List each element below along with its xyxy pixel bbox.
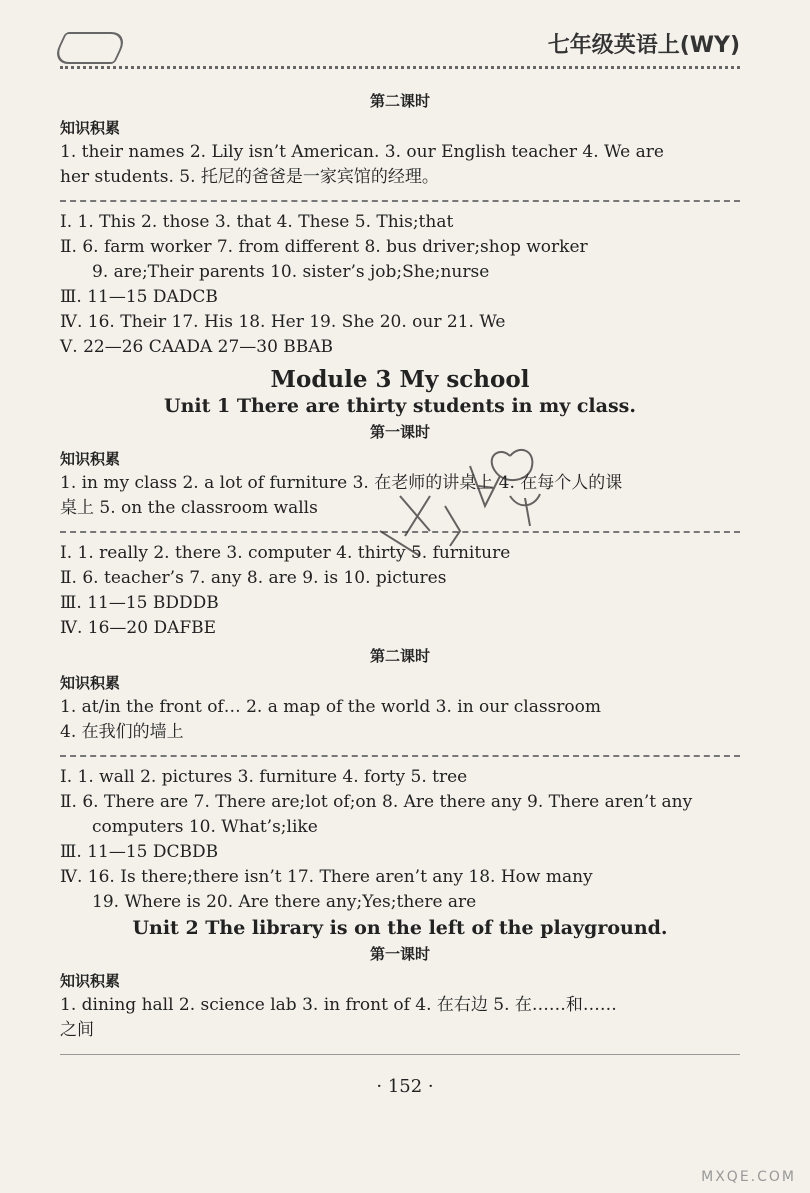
- answer-content: [60, 86, 740, 1043]
- unit-title: Unit 1 There are thirty students in my class.: [164, 395, 636, 417]
- lesson-title: 第一课时: [369, 945, 430, 963]
- header-title: 七年级英语上(WY): [547, 33, 740, 58]
- answer-line: Ⅲ. 11—15 DADCB: [60, 287, 218, 307]
- answer-line: Ⅳ. 16—20 DAFBE: [60, 618, 217, 638]
- category-label: 知识积累: [60, 674, 121, 692]
- answer-line: Ⅲ. 11—15 BDDDB: [60, 593, 219, 613]
- watermark: MXQE.COM: [701, 1169, 796, 1185]
- lesson-title: 第二课时: [369, 647, 430, 665]
- answer-line: Ⅳ. 16. Is there;there isn’t 17. There aren’t any 18. How many: [60, 867, 593, 887]
- section-divider: [60, 531, 740, 533]
- answer-line: Ⅰ. 1. wall 2. pictures 3. furniture 4. forty 5. tree: [60, 767, 468, 787]
- page-header: [50, 30, 750, 70]
- answer-line: Ⅱ. 6. teacher’s 7. any 8. are 9. is 10. pictures: [60, 568, 447, 588]
- module-title: Module 3 My school: [270, 366, 530, 393]
- answer-line: Ⅲ. 11—15 DCBDB: [60, 842, 219, 862]
- book-logo-icon: [51, 32, 130, 64]
- answer-line: 4. 在我们的墙上: [60, 722, 184, 742]
- section-divider: [60, 200, 740, 202]
- section-divider: [60, 755, 740, 757]
- answer-line: 1. at/in the front of… 2. a map of the world 3. in our classroom: [60, 697, 602, 717]
- answer-line: 1. dining hall 2. science lab 3. in front of 4. 在右边 5. 在……和……: [60, 995, 617, 1015]
- answer-line: Ⅰ. 1. really 2. there 3. computer 4. thirty 5. furniture: [60, 543, 511, 563]
- answer-line: 1. their names 2. Lily isn’t American. 3. our English teacher 4. We are: [60, 142, 664, 162]
- page-number: · 152 ·: [376, 1076, 434, 1097]
- category-label: 知识积累: [60, 119, 121, 137]
- unit-title: Unit 2 The library is on the left of the playground.: [132, 917, 668, 939]
- answer-line: Ⅱ. 6. There are 7. There are;lot of;on 8. Are there any 9. There aren’t any: [60, 792, 693, 812]
- category-label: 知识积累: [60, 450, 121, 468]
- answer-line: Ⅴ. 22—26 CAADA 27—30 BBAB: [60, 337, 334, 357]
- answer-line: Ⅱ. 6. farm worker 7. from different 8. bus driver;shop worker: [60, 237, 588, 257]
- footer-divider: [60, 1054, 740, 1055]
- lesson-title: 第二课时: [369, 92, 430, 110]
- lesson-title: 第一课时: [369, 423, 430, 441]
- answer-line: computers 10. What’s;like: [92, 817, 318, 837]
- answer-line: 1. in my class 2. a lot of furniture 3. 在老师的讲桌上 4. 在每个人的课: [60, 473, 623, 493]
- category-label: 知识积累: [60, 972, 121, 990]
- answer-line: Ⅰ. 1. This 2. those 3. that 4. These 5. This;that: [60, 212, 454, 232]
- header-divider: [60, 66, 740, 69]
- answer-line: 19. Where is 20. Are there any;Yes;there are: [92, 892, 477, 912]
- answer-line: Ⅳ. 16. Their 17. His 18. Her 19. She 20. our 21. We: [60, 312, 506, 332]
- answer-line: 之间: [60, 1020, 94, 1040]
- answer-line: her students. 5. 托尼的爸爸是一家宾馆的经理。: [60, 167, 439, 187]
- answer-line: 桌上 5. on the classroom walls: [60, 498, 318, 518]
- answer-line: 9. are;Their parents 10. sister’s job;She;nurse: [92, 262, 490, 282]
